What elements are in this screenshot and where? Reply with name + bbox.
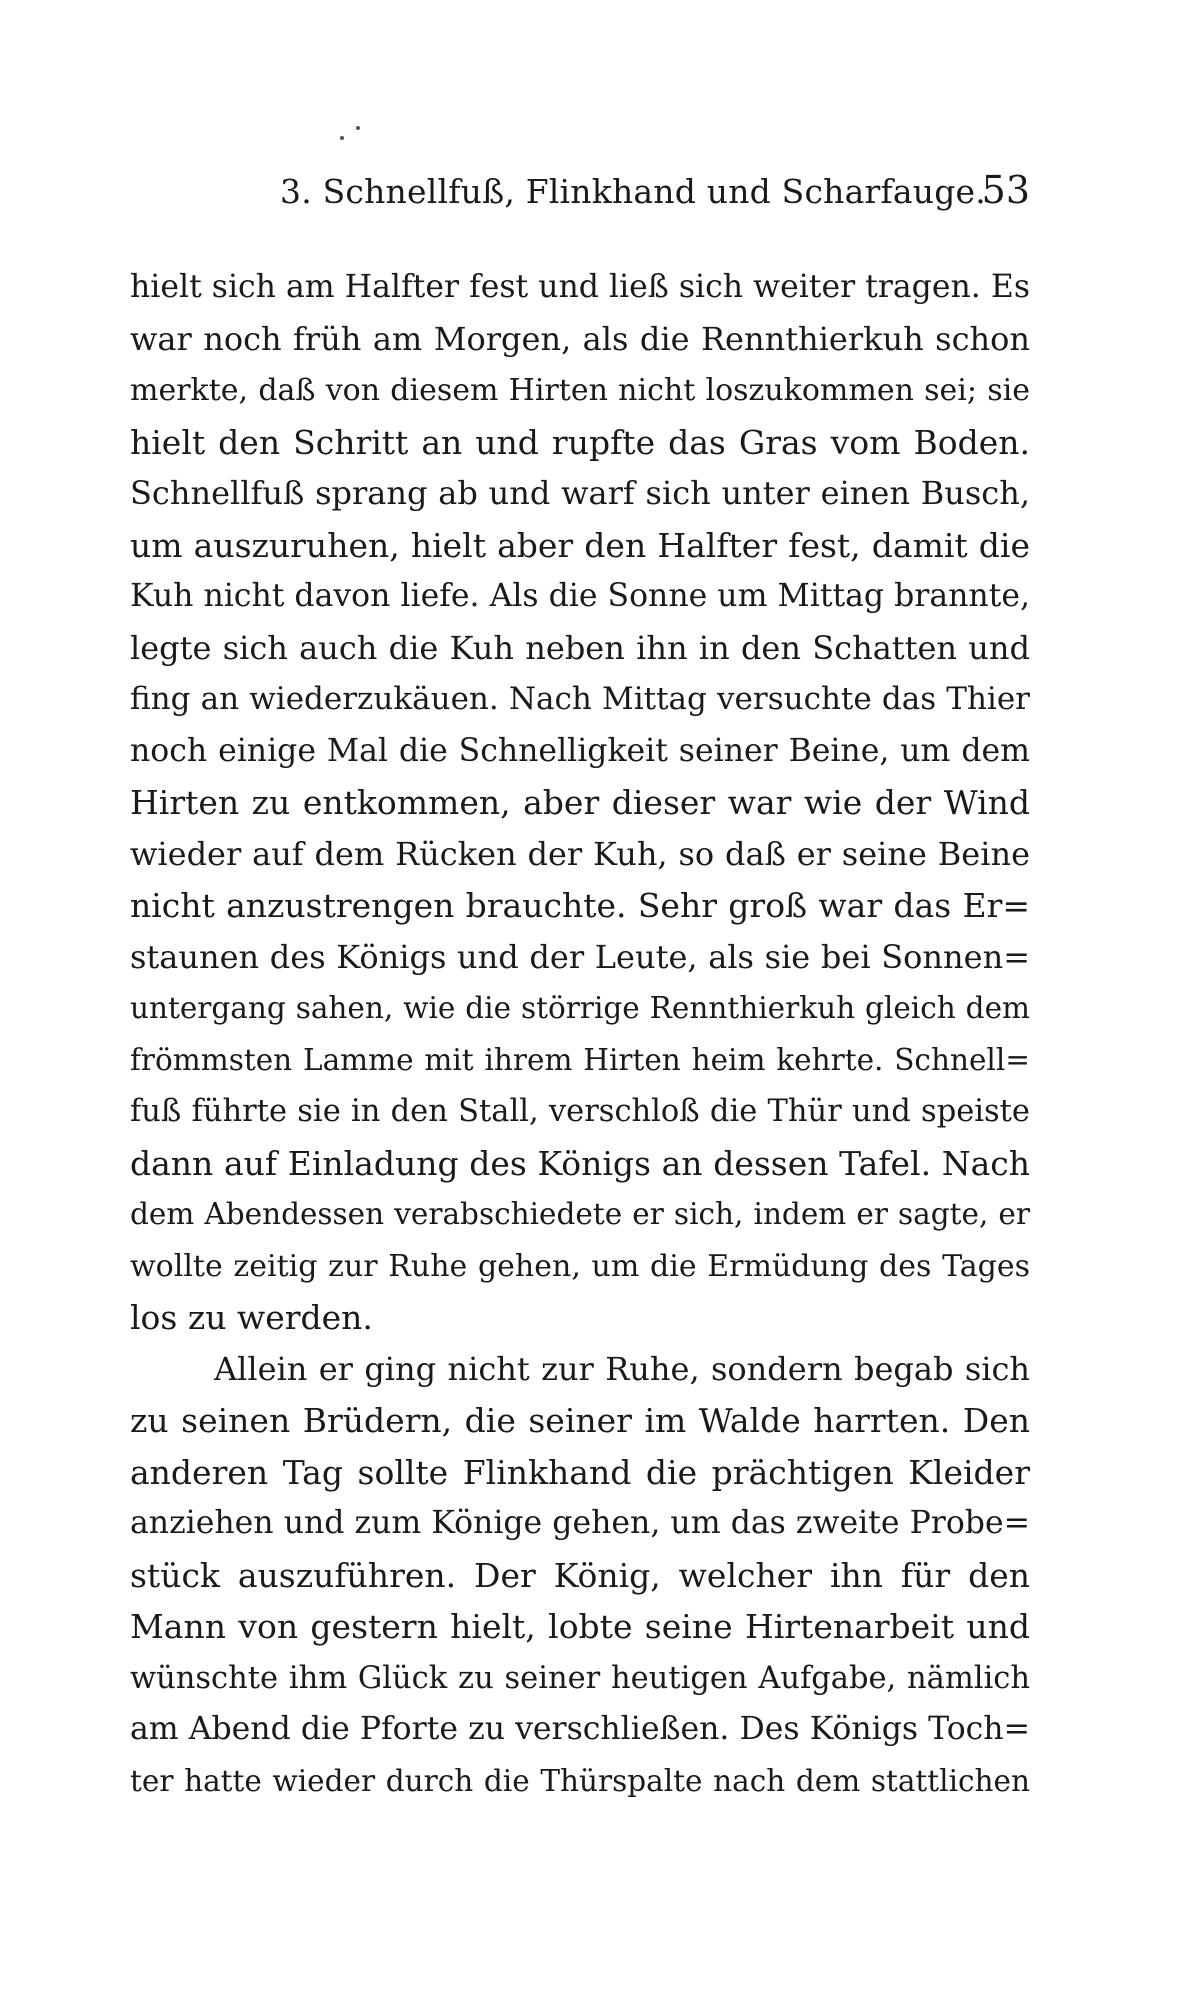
text-line: um auszuruhen, hielt aber den Halfter fest, damit die xyxy=(130,525,1030,565)
print-speck xyxy=(340,136,344,140)
text-line: frömmsten Lamme mit ihrem Hirten heim kehrte. Schnell= xyxy=(130,1042,1030,1077)
body-text xyxy=(130,262,1030,1807)
text-line: hielt den Schritt an und rupfte das Gras vom Boden. xyxy=(130,422,1030,462)
text-line: stück auszuführen. Der König, welcher ihn für den xyxy=(130,1555,1030,1595)
text-line: Hirten zu entkommen, aber dieser war wie der Wind xyxy=(130,783,1030,822)
paragraph-start-line: Allein er ging nicht zur Ruhe, sondern begab sich xyxy=(214,1349,1030,1388)
text-line: war noch früh am Morgen, als die Rennthierkuh schon xyxy=(130,319,1030,358)
text-line: hielt sich am Halfter fest und ließ sich weiter tragen. Es xyxy=(130,269,1030,305)
text-line: am Abend die Pforte zu verschließen. Des Königs Toch= xyxy=(130,1711,1030,1747)
text-line: merkte, daß von diesem Hirten nicht loszukommen sei; sie xyxy=(130,373,1030,408)
text-line: nicht anzustrengen brauchte. Sehr groß war das Er= xyxy=(130,886,1030,925)
text-line: fing an wiederzukäuen. Nach Mittag versuchte das Thier xyxy=(130,681,1030,717)
text-line: zu seinen Brüdern, die seiner im Walde harrten. Den xyxy=(130,1401,1030,1440)
text-line: Schnellfuß sprang ab und warf sich unter einen Busch, xyxy=(130,474,1030,512)
text-line: Kuh nicht davon liefe. Als die Sonne um Mittag brannte, xyxy=(130,578,1030,614)
text-line: dann auf Einladung des Königs an dessen Tafel. Nach xyxy=(130,1143,1030,1183)
text-line: anziehen und zum Könige gehen, um das zweite Probe= xyxy=(130,1505,1030,1541)
text-line: fuß führte sie in den Stall, verschloß die Thür und speiste xyxy=(130,1094,1030,1129)
text-line: wieder auf dem Rücken der Kuh, so daß er seine Beine xyxy=(130,834,1030,873)
text-line: anderen Tag sollte Flinkhand die prächtigen Kleider xyxy=(130,1452,1030,1492)
running-head xyxy=(130,168,1030,216)
paragraph-end-line: los zu werden. xyxy=(130,1298,373,1337)
text-line: wünschte ihm Glück zu seiner heutigen Aufgabe, nämlich xyxy=(130,1660,1030,1696)
print-speck xyxy=(356,126,360,130)
text-line: untergang sahen, wie die störrige Rennthierkuh gleich dem xyxy=(130,991,1030,1025)
text-line: Mann von gestern hielt, lobte seine Hirtenarbeit und xyxy=(130,1607,1030,1646)
text-line: staunen des Königs und der Leute, als sie bei Sonnen= xyxy=(130,937,1030,976)
text-line: wollte zeitig zur Ruhe gehen, um die Ermüdung des Tages xyxy=(130,1248,1030,1284)
text-line: legte sich auch die Kuh neben ihn in den Schatten und xyxy=(130,628,1030,667)
text-line: dem Abendessen verabschiedete er sich, indem er sagte, er xyxy=(130,1197,1030,1231)
running-title: 3. Schnellfuß, Flinkhand und Scharfauge. xyxy=(280,172,986,211)
page-number: 53 xyxy=(981,168,1030,212)
text-line: ter hatte wieder durch die Thürspalte nach dem stattlichen xyxy=(130,1763,1030,1798)
text-line: noch einige Mal die Schnelligkeit seiner Beine, um dem xyxy=(130,732,1030,769)
